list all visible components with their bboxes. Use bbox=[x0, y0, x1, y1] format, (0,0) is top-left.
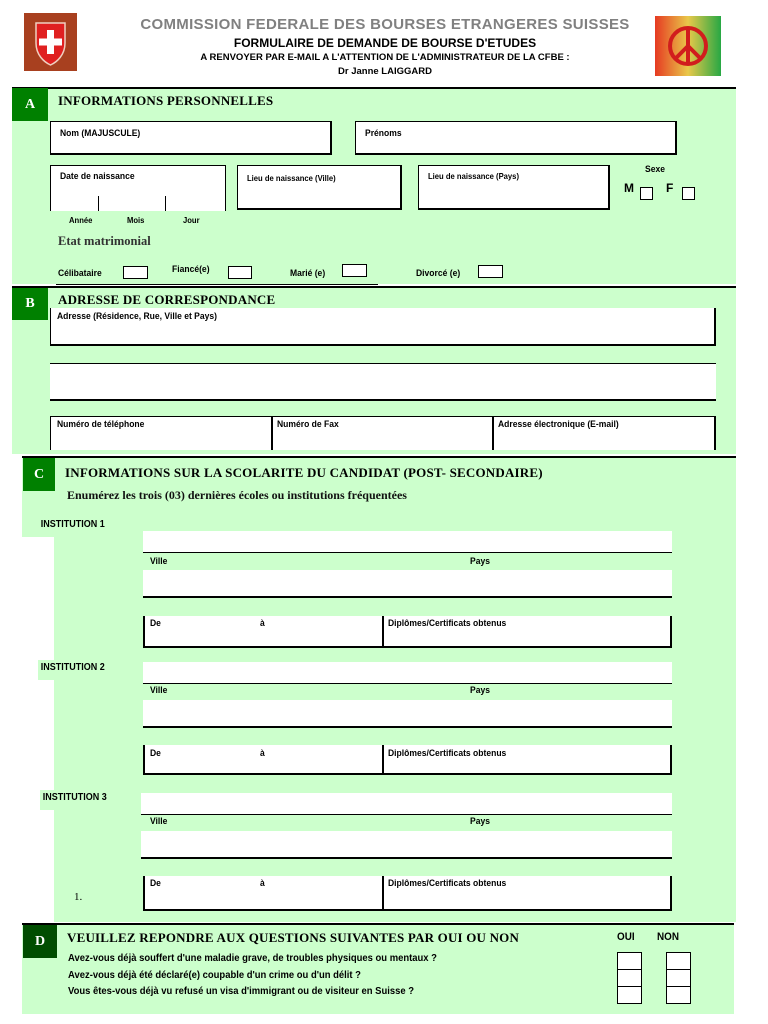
fax-label: Numéro de Fax bbox=[277, 419, 339, 430]
marie-checkbox[interactable] bbox=[342, 264, 367, 277]
institution-3-tag: INSTITUTION 3 bbox=[40, 790, 132, 810]
institution-2-pays-label: Pays bbox=[470, 685, 490, 696]
divorce-checkbox[interactable] bbox=[478, 265, 503, 278]
question-1: Avez-vous déjà souffert d'une maladie grave, de troubles physiques ou mentaux ? bbox=[68, 952, 437, 964]
section-c-subtitle: Enumérez les trois (03) dernières écoles ou institutions fréquentées bbox=[67, 488, 407, 502]
header-title: COMMISSION FEDERALE DES BOURSES ETRANGERES SUISSES bbox=[140, 16, 630, 33]
marie-label: Marié (e) bbox=[290, 268, 326, 279]
administrator-name: Dr Janne LAIGGARD bbox=[338, 66, 432, 77]
section-a-bottom-rule bbox=[56, 284, 378, 285]
form-title: FORMULAIRE DE DEMANDE DE BOURSE D'ETUDES bbox=[233, 36, 537, 50]
sexe-m-label: M bbox=[624, 181, 634, 195]
sexe-f-label: F bbox=[666, 181, 674, 195]
oui-header: OUI bbox=[617, 931, 635, 943]
tel-label: Numéro de téléphone bbox=[57, 419, 145, 430]
section-c-left-band bbox=[22, 537, 54, 922]
section-d-top-rule bbox=[22, 923, 734, 925]
adresse-line-2[interactable] bbox=[50, 363, 716, 401]
institution-3-diplomes-label: Diplômes/Certificats obtenus bbox=[388, 878, 507, 889]
question-2: Avez-vous déjà été déclaré(e) coupable d'un crime ou d'un délit ? bbox=[68, 969, 361, 981]
section-d-title: VEUILLEZ REPONDRE AUX QUESTIONS SUIVANTES PAR OUI OU NON bbox=[67, 930, 520, 945]
institution-2-a-label: à bbox=[260, 748, 265, 759]
institution-3-pays-label: Pays bbox=[470, 816, 490, 827]
question-2-oui-checkbox[interactable] bbox=[617, 969, 642, 987]
section-a-title: INFORMATIONS PERSONNELLES bbox=[58, 93, 274, 108]
institution-1-diplomes-label: Diplômes/Certificats obtenus bbox=[388, 618, 507, 629]
question-1-oui-checkbox[interactable] bbox=[617, 952, 642, 970]
section-b-badge: B bbox=[12, 288, 48, 320]
jour-label: Jour bbox=[183, 215, 200, 225]
institution-3-a-label: à bbox=[260, 878, 265, 889]
institution-2-tag: INSTITUTION 2 bbox=[38, 660, 132, 680]
fiance-checkbox[interactable] bbox=[228, 266, 252, 279]
lieu-ville-field[interactable] bbox=[237, 165, 402, 210]
section-c-top-rule bbox=[22, 456, 736, 458]
divorce-label: Divorcé (e) bbox=[416, 268, 461, 279]
institution-1-a-label: à bbox=[260, 618, 265, 629]
non-header: NON bbox=[657, 931, 680, 943]
swiss-cross-shield-icon bbox=[24, 13, 77, 71]
section-c-title: INFORMATIONS SUR LA SCOLARITE DU CANDIDAT (POST- SECONDAIRE) bbox=[65, 465, 543, 480]
lieu-ville-label: Lieu de naissance (Ville) bbox=[247, 173, 336, 183]
institution-1-tag: INSTITUTION 1 bbox=[38, 517, 132, 537]
sexe-f-checkbox[interactable] bbox=[682, 187, 695, 200]
adresse-label: Adresse (Résidence, Rue, Ville et Pays) bbox=[57, 311, 218, 322]
question-2-non-checkbox[interactable] bbox=[666, 969, 691, 987]
date-divider-1 bbox=[98, 196, 99, 211]
section-d-badge: D bbox=[23, 925, 57, 958]
etat-matrimonial-label: Etat matrimonial bbox=[58, 234, 151, 248]
institution-3-ville-label: Ville bbox=[150, 816, 168, 827]
return-instructions: A RENVOYER PAR E-MAIL A L'ATTENTION DE L'ADMINISTRATEUR DE LA CFBE : bbox=[200, 52, 570, 63]
institution-2-name-field[interactable] bbox=[143, 662, 672, 684]
section-a-top-rule bbox=[12, 87, 736, 89]
institution-2-de-label: De bbox=[150, 748, 161, 759]
prenoms-label: Prénoms bbox=[365, 128, 402, 139]
date-naissance-label: Date de naissance bbox=[60, 171, 135, 182]
sexe-m-checkbox[interactable] bbox=[640, 187, 653, 200]
date-divider-2 bbox=[165, 196, 166, 211]
institution-2-diplomes-label: Diplômes/Certificats obtenus bbox=[388, 748, 507, 759]
institution-1-de-label: De bbox=[150, 618, 161, 629]
nom-label: Nom (MAJUSCULE) bbox=[60, 128, 141, 139]
question-3: Vous êtes-vous déjà vu refusé un visa d'immigrant ou de visiteur en Suisse ? bbox=[68, 985, 415, 997]
section-b-title: ADRESSE DE CORRESPONDANCE bbox=[58, 292, 276, 307]
question-3-oui-checkbox[interactable] bbox=[617, 986, 642, 1004]
institution-1-pays-label: Pays bbox=[470, 556, 490, 567]
swiss-shield-logo bbox=[24, 13, 77, 71]
question-1-non-checkbox[interactable] bbox=[666, 952, 691, 970]
institution-3-location-field[interactable] bbox=[141, 831, 672, 859]
institution-1-location-field[interactable] bbox=[143, 570, 672, 598]
email-label: Adresse électronique (E-mail) bbox=[498, 419, 619, 430]
prenoms-field[interactable] bbox=[355, 121, 677, 155]
lieu-pays-label: Lieu de naissance (Pays) bbox=[428, 171, 519, 181]
section-a-badge: A bbox=[12, 88, 48, 121]
annee-label: Année bbox=[69, 215, 93, 225]
peace-logo bbox=[655, 16, 721, 76]
institution-3-de-label: De bbox=[150, 878, 161, 889]
institution-2-ville-label: Ville bbox=[150, 685, 168, 696]
institution-1-name-field[interactable] bbox=[143, 531, 672, 553]
celibataire-label: Célibataire bbox=[58, 268, 102, 279]
sexe-label: Sexe bbox=[645, 164, 665, 175]
section-c-badge: C bbox=[23, 458, 55, 491]
institution-1-ville-label: Ville bbox=[150, 556, 168, 567]
fiance-label: Fiancé(e) bbox=[172, 264, 210, 275]
institution-3-name-field[interactable] bbox=[141, 793, 672, 815]
list-marker: 1. bbox=[74, 891, 83, 903]
mois-label: Mois bbox=[127, 215, 145, 225]
peace-symbol-icon bbox=[655, 16, 721, 76]
celibataire-checkbox[interactable] bbox=[123, 266, 148, 279]
question-3-non-checkbox[interactable] bbox=[666, 986, 691, 1004]
section-b-top-rule bbox=[12, 286, 736, 288]
institution-2-location-field[interactable] bbox=[143, 700, 672, 728]
